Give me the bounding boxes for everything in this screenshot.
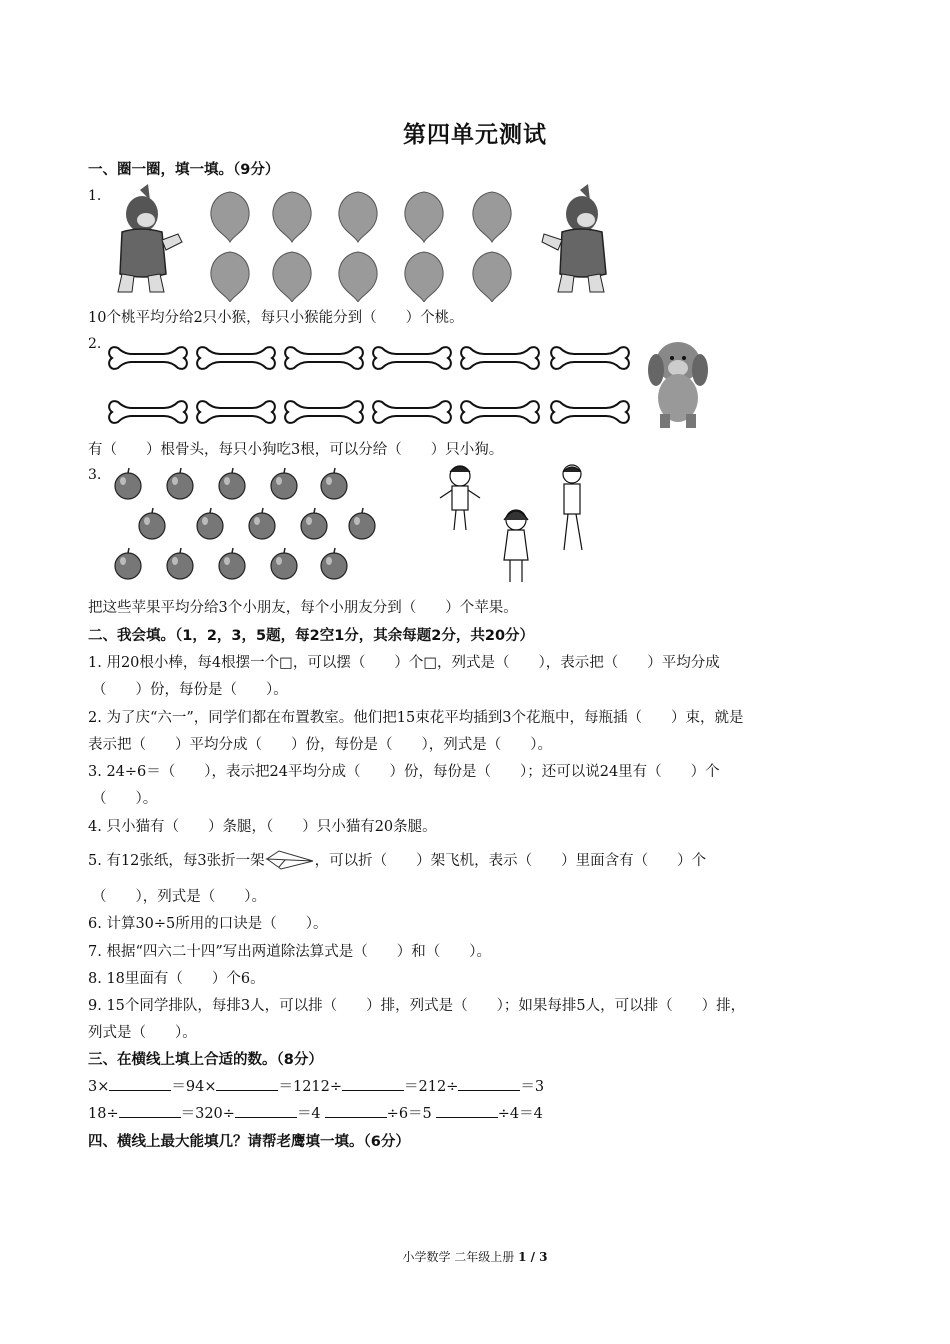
boy-icon [440,466,480,530]
monkey-icon [118,184,182,292]
page-number: 1 / 3 [518,1250,548,1264]
eq-text: ＝212÷ [404,1079,459,1095]
page-title: 第四单元测试 [403,122,547,148]
fill-line-3b: （ ）。 [92,791,158,807]
eq-text: ＝3 [520,1079,545,1095]
fill-line-5-start: 5. 有12张纸，每3张折一架 [88,853,265,869]
section-1-heading: 一、圈一圈，填一填。（9分） [88,162,280,178]
fill-line-9b: 列式是（ ）。 [88,1025,197,1041]
question-2-text: 有（ ）根骨头，每只小狗吃3根，可以分给（ ）只小狗。 [88,442,504,458]
footer-text: 小学数学 二年级上册 [402,1250,519,1264]
eq-text: ＝4 [296,1106,321,1122]
apple-icon [115,468,375,579]
eq-text: 3× [88,1079,110,1095]
fill-line-3: 3. 24÷6＝（ ），表示把24平均分成（ ）份，每份是（ ）；还可以说24里有（ ）个 [88,764,720,780]
boy-icon [563,465,582,550]
page-footer [0,1248,950,1265]
paper-plane-icon [265,849,315,871]
fill-line-4: 4. 只小猫有（ ）条腿，（ ）只小猫有20条腿。 [88,819,437,835]
apples-children-illustration [108,464,598,590]
fill-line-1b: （ ）份，每份是（ ）。 [92,682,288,698]
dog-icon [648,342,708,428]
answer-blank[interactable] [216,1076,278,1091]
fill-line-2: 2. 为了庆“六一”，同学们都在布置教室。他们把15束花平均插到3个花瓶中，每瓶插（ ）束，就是 [88,710,744,726]
eq-text: ÷4＝4 [497,1106,543,1122]
fill-line-9: 9. 15个同学排队，每排3人，可以排（ ）排，列式是（ ）；如果每排5人，可以排（ ）排， [88,998,746,1014]
section-2-heading: 二、我会填。（1，2，3，5题，每2空1分，其余每题2分，共20分） [88,628,535,644]
question-number: 3. [88,467,102,483]
answer-blank[interactable] [458,1076,520,1091]
fill-line-7: 7. 根据“四六二十四”写出两道除法算式是（ ）和（ ）。 [88,944,492,960]
question-number: 1. [88,188,102,204]
eq-text: ＝320÷ [180,1106,235,1122]
answer-blank[interactable] [436,1103,498,1118]
eq-text: ＝1212÷ [278,1079,343,1095]
fill-line-5-end: ，可以折（ ）架飞机，表示（ ）里面含有（ ）个 [314,853,707,869]
section-3-heading: 三、在横线上填上合适的数。（8分） [88,1052,323,1068]
monkeys-peaches-illustration [100,182,620,302]
answer-blank[interactable] [109,1076,171,1091]
answer-blank[interactable] [325,1103,387,1118]
question-number: 2. [88,336,102,352]
monkey-icon [542,184,606,292]
fill-line-8: 8. 18里面有（ ）个6。 [88,971,265,987]
answer-blank[interactable] [235,1103,297,1118]
equation-row-1 [88,1075,544,1096]
bones-dog-illustration [104,338,724,434]
eq-text: ＝94× [171,1079,217,1095]
eq-text: ÷6＝5 [386,1106,432,1122]
eq-text: 18÷ [88,1106,119,1122]
fill-line-6: 6. 计算30÷5所用的口诀是（ ）。 [88,916,328,932]
section-4-heading: 四、横线上最大能填几？请帮老鹰填一填。（6分） [88,1134,410,1150]
fill-line-1: 1. 用20根小棒，每4根摆一个□，可以摆（ ）个□，列式是（ ），表示把（ ）平均分成 [88,655,720,671]
question-3-text: 把这些苹果平均分给3个小朋友，每个小朋友分到（ ）个苹果。 [88,600,518,616]
fill-line-2b: 表示把（ ）平均分成（ ）份，每份是（ ），列式是（ ）。 [88,737,552,753]
answer-blank[interactable] [342,1076,404,1091]
question-1-text: 10个桃平均分给2只小猴，每只小猴能分到（ ）个桃。 [88,310,464,326]
bone-icon [109,347,629,423]
fill-line-5c: （ ），列式是（ ）。 [92,889,266,905]
answer-blank[interactable] [119,1103,181,1118]
girl-icon [504,510,528,582]
fill-line-5 [88,849,706,871]
equation-row-2 [88,1102,543,1123]
